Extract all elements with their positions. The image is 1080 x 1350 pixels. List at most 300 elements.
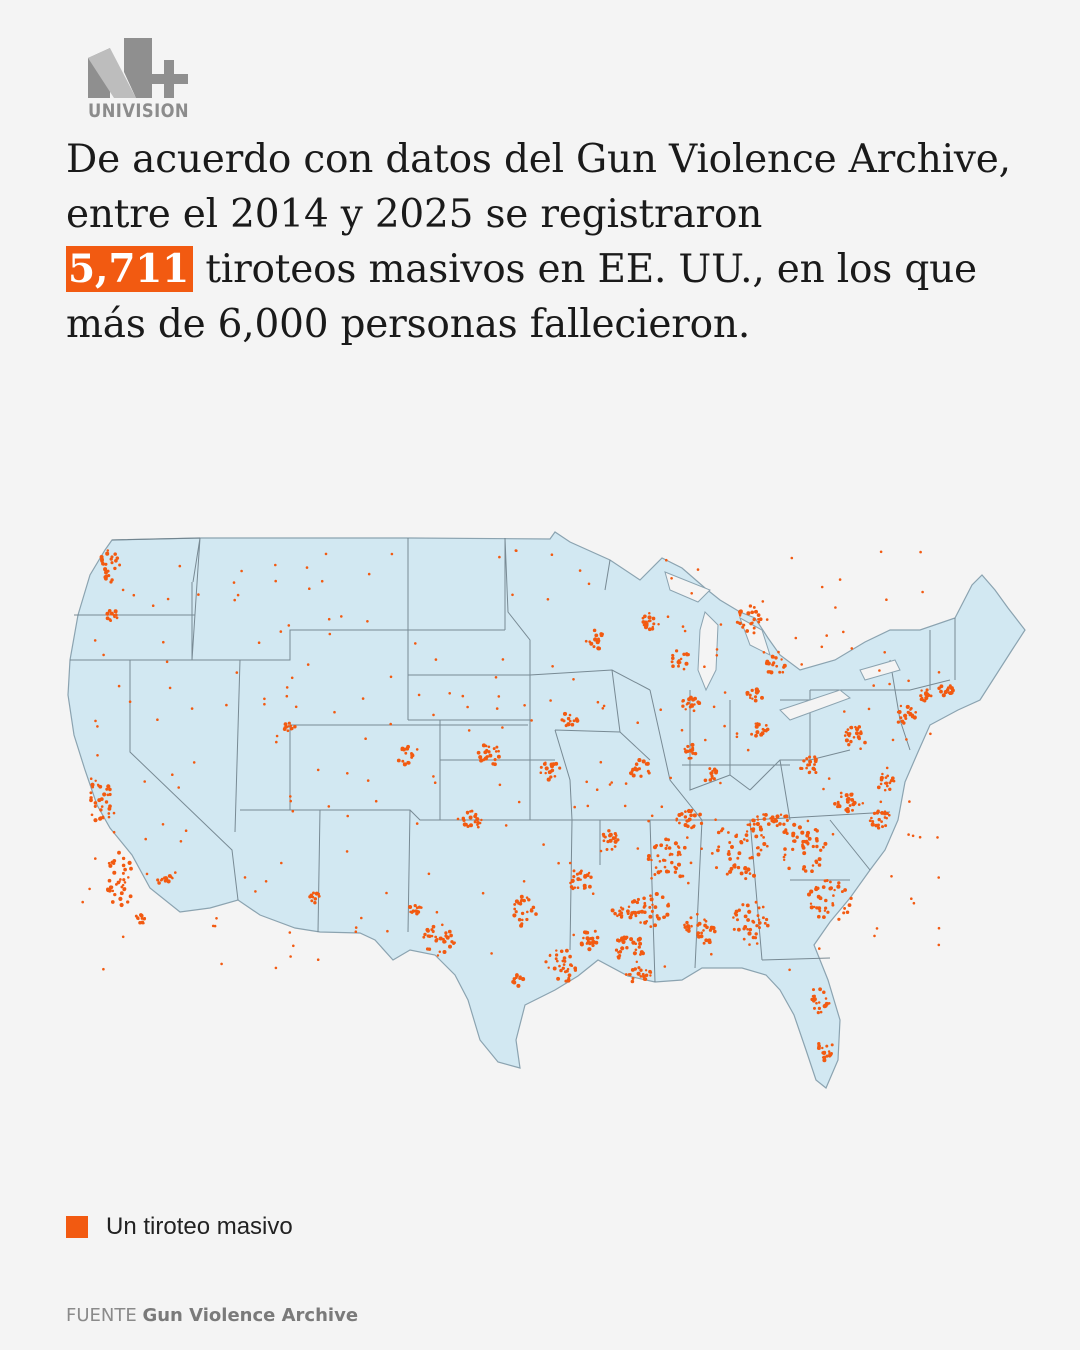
- shooting-dot: [496, 707, 499, 710]
- shooting-dot: [555, 957, 558, 960]
- shooting-dot: [286, 695, 289, 698]
- shooting-dot: [707, 939, 711, 943]
- shooting-dot: [474, 820, 477, 823]
- shooting-dot: [785, 830, 788, 833]
- shooting-dot: [693, 703, 695, 705]
- shooting-dot: [96, 754, 99, 757]
- shooting-dot: [728, 841, 731, 844]
- shooting-dot: [138, 921, 142, 925]
- us-landmass: [68, 532, 1025, 1088]
- shooting-dot: [833, 802, 837, 806]
- shooting-dot: [747, 932, 751, 936]
- shooting-dot: [749, 928, 753, 932]
- shooting-dot: [143, 917, 146, 920]
- shooting-dot: [759, 617, 763, 621]
- shooting-dot: [907, 833, 910, 836]
- shooting-dot: [690, 925, 693, 928]
- shooting-dot: [689, 916, 692, 919]
- shooting-dot: [122, 589, 125, 592]
- shooting-dot: [766, 618, 769, 621]
- shooting-dot: [659, 708, 662, 711]
- shooting-dot: [778, 671, 781, 674]
- shooting-dot: [758, 919, 761, 922]
- shooting-dot: [594, 930, 597, 933]
- shooting-dot: [818, 857, 822, 861]
- shooting-dot: [771, 815, 775, 819]
- shooting-dot: [123, 887, 126, 890]
- shooting-dot: [573, 966, 577, 970]
- shooting-dot: [822, 1051, 826, 1055]
- shooting-dot: [832, 833, 835, 836]
- shooting-dot: [448, 945, 452, 949]
- shooting-dot: [306, 566, 309, 569]
- shooting-dot: [631, 968, 635, 972]
- shooting-dot: [736, 736, 739, 739]
- shooting-dot: [885, 598, 888, 601]
- shooting-dot: [754, 932, 757, 935]
- shooting-dot: [814, 771, 817, 774]
- shooting-dot: [691, 698, 695, 702]
- shooting-dot: [652, 617, 656, 621]
- shooting-dot: [847, 743, 850, 746]
- shooting-dot: [106, 616, 110, 620]
- shooting-dot: [482, 892, 485, 895]
- shooting-dot: [293, 725, 296, 728]
- shooting-dot: [763, 651, 766, 654]
- shooting-dot: [587, 947, 591, 951]
- shooting-dot: [716, 648, 719, 651]
- shooting-dot: [848, 903, 852, 907]
- shooting-dot: [497, 755, 501, 759]
- shooting-dot: [814, 860, 818, 864]
- shooting-dot: [780, 658, 782, 660]
- shooting-dot: [443, 950, 447, 954]
- shooting-dot: [569, 862, 572, 865]
- shooting-dot: [518, 918, 522, 922]
- shooting-dot: [899, 716, 902, 719]
- shooting-dot: [502, 658, 505, 661]
- shooting-dot: [771, 655, 774, 658]
- legend: [66, 1212, 293, 1242]
- shooting-dot: [671, 664, 675, 668]
- shooting-dot: [742, 624, 745, 627]
- shooting-dot: [720, 829, 723, 832]
- shooting-dot: [682, 625, 685, 628]
- shooting-dot: [826, 911, 829, 914]
- shooting-dot: [775, 665, 778, 668]
- shooting-dot: [549, 699, 552, 702]
- shooting-dot: [263, 698, 266, 701]
- shooting-dot: [671, 853, 674, 856]
- shooting-dot: [926, 688, 929, 691]
- shooting-dot: [629, 937, 633, 941]
- source-prefix: FUENTE: [66, 1305, 137, 1326]
- shooting-dot: [743, 938, 746, 941]
- shooting-dot: [763, 817, 767, 821]
- shooting-dot: [114, 559, 118, 563]
- shooting-dot: [840, 792, 843, 795]
- shooting-dot: [677, 851, 681, 855]
- shooting-dot: [569, 720, 572, 723]
- shooting-dot: [716, 654, 719, 657]
- shooting-dot: [748, 823, 751, 826]
- shooting-dot: [743, 925, 747, 929]
- shooting-dot: [884, 824, 887, 827]
- shooting-dot: [822, 991, 826, 995]
- shooting-dot: [756, 815, 759, 818]
- shooting-dot: [741, 903, 744, 906]
- shooting-dot: [397, 759, 401, 763]
- shooting-dot: [678, 822, 681, 825]
- shooting-dot: [108, 816, 111, 819]
- shooting-dot: [493, 762, 497, 766]
- shooting-dot: [920, 689, 922, 691]
- shooting-dot: [746, 928, 749, 931]
- shooting-dot: [583, 888, 585, 890]
- shooting-dot: [805, 767, 808, 770]
- shooting-dot: [362, 697, 365, 700]
- shooting-dot: [613, 912, 617, 916]
- shooting-dot: [912, 835, 915, 838]
- shooting-dot: [325, 553, 328, 556]
- shooting-dot: [641, 952, 645, 956]
- shooting-dot: [556, 960, 559, 963]
- shooting-dot: [469, 823, 473, 827]
- shooting-dot: [573, 869, 576, 872]
- shooting-dot: [139, 913, 143, 917]
- shooting-dot: [687, 653, 690, 656]
- shooting-dot: [755, 730, 759, 734]
- shooting-dot: [745, 833, 749, 837]
- shooting-dot: [829, 1053, 833, 1057]
- shooting-dot: [696, 700, 699, 703]
- shooting-dot: [215, 917, 218, 920]
- shooting-dot: [624, 805, 627, 808]
- shooting-dot: [409, 911, 412, 914]
- shooting-dot: [519, 902, 523, 906]
- shooting-dot: [600, 850, 603, 853]
- shooting-dot: [442, 938, 445, 941]
- shooting-dot: [555, 949, 557, 951]
- shooting-dot: [542, 843, 545, 846]
- shooting-dot: [94, 805, 97, 808]
- shooting-dot: [853, 736, 856, 739]
- shooting-dot: [152, 604, 155, 607]
- shooting-dot: [808, 755, 811, 758]
- shooting-dot: [557, 862, 560, 865]
- legend-label: Un tiroteo masivo: [106, 1213, 293, 1240]
- shooting-dot: [886, 767, 889, 770]
- shooting-dot: [244, 876, 247, 879]
- shooting-dot: [530, 909, 534, 913]
- shooting-dot: [525, 918, 528, 921]
- shooting-dot: [752, 829, 755, 832]
- shooting-dot: [800, 831, 804, 835]
- shooting-dot: [740, 871, 744, 875]
- shooting-dot: [812, 845, 815, 848]
- shooting-dot: [118, 685, 121, 688]
- shooting-dot: [493, 747, 496, 750]
- shooting-dot: [569, 882, 572, 885]
- shooting-dot: [818, 909, 821, 912]
- shooting-dot: [162, 823, 165, 826]
- shooting-dot: [783, 856, 786, 859]
- shooting-dot: [755, 725, 759, 729]
- shooting-dot: [762, 836, 765, 839]
- shooting-dot: [126, 900, 129, 903]
- shooting-dot: [333, 711, 336, 714]
- shooting-dot: [225, 704, 228, 707]
- shooting-dot: [938, 671, 941, 674]
- shooting-dot: [146, 873, 149, 876]
- shooting-dot: [862, 802, 865, 805]
- shooting-dot: [634, 914, 637, 917]
- shooting-dot: [108, 788, 112, 792]
- shooting-dot: [628, 906, 631, 909]
- shooting-dot: [544, 960, 547, 963]
- shooting-dot: [587, 805, 590, 808]
- shooting-dot: [328, 805, 331, 808]
- shooting-dot: [758, 921, 762, 925]
- shooting-dot: [817, 1011, 820, 1014]
- shooting-dot: [643, 906, 646, 909]
- shooting-dot: [859, 731, 863, 735]
- headline-text-2: tiroteos masivos en EE. UU., en los que más de 6,000 personas fallecieron.: [66, 247, 977, 347]
- shooting-dot: [665, 913, 669, 917]
- shooting-dot: [104, 563, 107, 566]
- shooting-dot: [778, 822, 782, 826]
- shooting-dot: [435, 658, 438, 661]
- shooting-dot: [108, 609, 112, 613]
- shooting-dot: [776, 824, 779, 827]
- shooting-dot: [612, 836, 616, 840]
- shooting-dot: [837, 801, 840, 804]
- shooting-dot: [762, 813, 765, 816]
- shooting-dot: [826, 1055, 829, 1058]
- shooting-dot: [428, 873, 431, 876]
- shooting-dot: [89, 791, 92, 794]
- shooting-dot: [951, 688, 955, 692]
- shooting-dot: [591, 937, 595, 941]
- shooting-dot: [582, 937, 585, 940]
- shooting-dot: [760, 849, 763, 852]
- shooting-dot: [751, 697, 753, 699]
- shooting-dot: [453, 941, 456, 944]
- shooting-dot: [677, 665, 680, 668]
- shooting-dot: [98, 785, 102, 789]
- shooting-dot: [166, 661, 169, 664]
- shooting-dot: [177, 786, 180, 789]
- shooting-dot: [897, 711, 900, 714]
- shooting-dot: [107, 570, 110, 573]
- shooting-dot: [687, 697, 691, 701]
- shooting-dot: [733, 928, 736, 931]
- shooting-dot: [589, 875, 592, 878]
- shooting-dot: [659, 860, 662, 863]
- shooting-dot: [929, 733, 932, 736]
- shooting-dot: [683, 846, 687, 850]
- shooting-dot: [868, 708, 871, 711]
- shooting-dot: [808, 837, 812, 841]
- shooting-dot: [105, 788, 108, 791]
- shooting-dot: [521, 919, 524, 922]
- shooting-dot: [618, 954, 621, 957]
- shooting-dot: [263, 703, 266, 706]
- shooting-dot: [869, 819, 872, 822]
- shooting-dot: [772, 819, 776, 823]
- shooting-dot: [601, 633, 604, 636]
- shooting-dot: [840, 795, 843, 798]
- shooting-dot: [841, 890, 844, 893]
- shooting-dot: [757, 818, 759, 820]
- shooting-dot: [822, 846, 825, 849]
- shooting-dot: [810, 902, 812, 904]
- shooting-dot: [843, 907, 846, 910]
- shooting-dot: [289, 931, 292, 934]
- shooting-dot: [280, 630, 283, 633]
- shooting-dot: [553, 967, 557, 971]
- shooting-dot: [655, 866, 658, 869]
- shooting-dot: [479, 759, 483, 763]
- shooting-dot: [521, 977, 525, 981]
- shooting-dot: [313, 901, 316, 904]
- shooting-dot: [405, 747, 409, 751]
- shooting-dot: [118, 897, 122, 901]
- shooting-dot: [671, 657, 675, 661]
- shooting-dot: [495, 750, 498, 753]
- shooting-dot: [99, 808, 102, 811]
- shooting-dot: [174, 871, 177, 874]
- shooting-dot: [851, 793, 854, 796]
- shooting-dot: [782, 823, 785, 826]
- shooting-dot: [891, 776, 895, 780]
- shooting-dot: [772, 661, 775, 664]
- shooting-dot: [846, 910, 850, 914]
- shooting-dot: [833, 889, 835, 891]
- shooting-dot: [591, 944, 594, 947]
- shooting-dot: [498, 695, 501, 698]
- shooting-dot: [820, 1011, 823, 1014]
- shooting-dot: [651, 904, 653, 906]
- shooting-dot: [634, 942, 637, 945]
- shooting-dot: [876, 927, 879, 930]
- shooting-dot: [563, 960, 566, 963]
- shooting-dot: [118, 564, 121, 567]
- shooting-dot: [258, 641, 261, 644]
- shooting-dot: [439, 950, 442, 953]
- shooting-dot: [637, 972, 641, 976]
- shooting-dot: [818, 987, 822, 991]
- shooting-dot: [328, 618, 331, 621]
- shooting-dot: [434, 936, 437, 939]
- shooting-dot: [572, 875, 575, 878]
- shooting-dot: [677, 813, 681, 817]
- shooting-dot: [448, 692, 451, 695]
- shooting-dot: [739, 609, 743, 613]
- shooting-dot: [179, 565, 182, 568]
- shooting-dot: [632, 774, 636, 778]
- shooting-dot: [466, 706, 469, 709]
- shooting-dot: [884, 789, 887, 792]
- shooting-dot: [873, 812, 876, 815]
- shooting-dot: [848, 734, 851, 737]
- shooting-dot: [767, 822, 771, 826]
- shooting-dot: [686, 825, 690, 829]
- shooting-dot: [844, 808, 848, 812]
- shooting-dot: [638, 767, 641, 770]
- shooting-dot: [653, 845, 657, 849]
- shooting-dot: [477, 751, 481, 755]
- shooting-dot: [91, 813, 94, 816]
- shooting-dot: [846, 798, 849, 801]
- shooting-dot: [649, 971, 652, 974]
- shooting-dot: [583, 874, 587, 878]
- shooting-dot: [404, 752, 407, 755]
- shooting-dot: [565, 949, 569, 953]
- shooting-dot: [289, 800, 292, 803]
- shooting-dot: [317, 958, 320, 961]
- shooting-dot: [812, 988, 815, 991]
- shooting-dot: [651, 627, 654, 630]
- shooting-dot: [802, 846, 806, 850]
- shooting-dot: [697, 568, 700, 571]
- shooting-dot: [703, 924, 707, 928]
- shooting-dot: [123, 868, 127, 872]
- shooting-dot: [774, 656, 777, 659]
- shooting-dot: [113, 552, 117, 556]
- shooting-dot: [815, 837, 819, 841]
- shooting-dot: [515, 910, 518, 913]
- shooting-dot: [921, 697, 924, 700]
- shooting-dot: [156, 718, 159, 721]
- shooting-dot: [727, 852, 731, 856]
- shooting-dot: [878, 818, 881, 821]
- shooting-dot: [948, 691, 951, 694]
- shooting-dot: [129, 867, 133, 871]
- shooting-dot: [562, 967, 565, 970]
- shooting-dot: [479, 822, 482, 825]
- shooting-dot: [754, 834, 758, 838]
- shooting-dot: [477, 826, 480, 829]
- shooting-dot: [885, 781, 888, 784]
- shooting-dot: [432, 930, 435, 933]
- shooting-dot: [434, 781, 437, 784]
- shooting-dot: [913, 715, 917, 719]
- shooting-dot: [812, 999, 816, 1003]
- shooting-dot: [818, 863, 822, 867]
- shooting-dot: [780, 814, 782, 816]
- shooting-dot: [823, 842, 827, 846]
- shooting-dot: [94, 801, 98, 805]
- shooting-dot: [657, 917, 661, 921]
- shooting-dot: [428, 948, 431, 951]
- shooting-dot: [636, 901, 639, 904]
- shooting-dot: [513, 908, 516, 911]
- shooting-dot: [687, 702, 690, 705]
- shooting-dot: [113, 893, 116, 896]
- shooting-dot: [714, 769, 718, 773]
- shooting-dot: [615, 948, 618, 951]
- shooting-dot: [185, 829, 188, 832]
- shooting-dot: [629, 973, 632, 976]
- shooting-dot: [642, 897, 646, 901]
- shooting-dot: [639, 975, 642, 978]
- shooting-dot: [669, 777, 672, 780]
- shooting-dot: [570, 964, 573, 967]
- shooting-dot: [687, 882, 690, 885]
- shooting-dot: [101, 805, 104, 808]
- shooting-dot: [515, 974, 519, 978]
